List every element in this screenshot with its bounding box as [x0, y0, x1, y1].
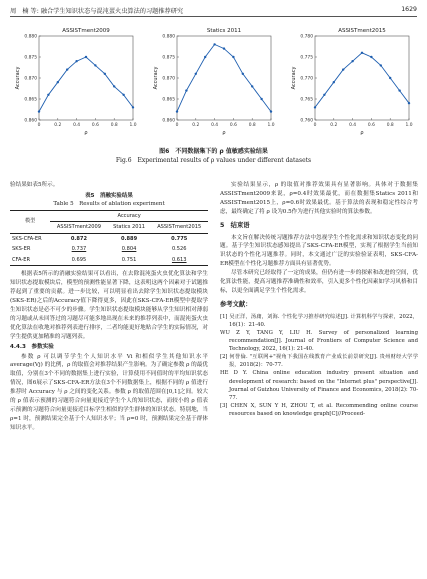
y-tick-label: 0.770 [300, 76, 313, 82]
x-tick-label: 0 [37, 123, 41, 128]
x-tick-label: 0.6 [91, 123, 99, 128]
y-tick-label: 0.880 [24, 34, 37, 40]
data-point [380, 64, 382, 66]
x-tick-label: 0.8 [386, 123, 394, 128]
data-point [122, 94, 124, 96]
y-tick-label: 0.880 [162, 34, 175, 40]
table-cell: 0.526 [171, 246, 187, 253]
data-point [361, 52, 363, 54]
chart-title: ASSISTment2015 [338, 28, 386, 34]
header-title: 周 楠 等: 融合学生知识状态与混沌蛋火虫算法的习题推荐研究 [10, 8, 184, 15]
table-cell: 0.804 [121, 246, 137, 253]
table-cell: 0.751 [121, 256, 137, 263]
conclusion-paragraph-1: 本文旨在解决传统习题推荐方法中忽视学生个性化需求和知识状态变化的问题。基于学生知识状态感知提出了SKS-CFA-ER模型，实现了根据学生当前知识状态的个性化习题推荐。同时，本文通过广泛的实验验证表明，SKS-CFA-ER模型在个性化习题推荐方面具有显著优势。 [220, 234, 418, 268]
y-tick-label: 0.870 [162, 76, 175, 82]
table-cell: 0.737 [71, 246, 87, 253]
data-point [251, 85, 253, 87]
data-point [323, 94, 325, 96]
series-line [177, 44, 271, 111]
y-axis-label: Accuracy [153, 66, 159, 90]
data-point [94, 64, 96, 66]
reference-item: [1] 吴正洋，汤庸，刘海. 个性化学习推荐研究综述[J]. 计算机科学与探索，2022，16(1)：21-40. [220, 313, 418, 328]
data-point [370, 56, 372, 58]
x-tick-label: 0.8 [110, 123, 118, 128]
table-caption-zh: 表5 消融实验结果 [85, 192, 133, 199]
data-point [333, 81, 335, 83]
running-header [10, 6, 417, 16]
reference-item: HE D Y. China online education industry present situation and development of research: based on the "Internet plus" perspective[J]. Journal of Guizhou University of Finance and Economics, 2018(2): 70-77. [220, 370, 418, 401]
data-point [408, 102, 410, 104]
data-point [66, 68, 68, 70]
table-cell-model: SKS-CFA-ER [12, 235, 42, 242]
y-tick-label: 0.860 [24, 118, 37, 124]
x-tick-label: 0 [175, 123, 179, 128]
data-point [314, 106, 316, 108]
x-tick-label: 0.2 [192, 123, 200, 128]
table-header-model: 模型 [10, 210, 50, 233]
figure-caption-zh: 图6 不同数据集下的 ρ 值敏感实验结果 [159, 148, 268, 155]
figure-caption-en: Fig.6 Experimental results of ρ values under different datasets [115, 157, 312, 164]
y-tick-label: 0.760 [300, 118, 313, 124]
data-point [213, 43, 215, 45]
y-tick-label: 0.765 [300, 97, 313, 103]
section-heading: 5 结束语 [220, 221, 250, 229]
data-point [75, 60, 77, 62]
data-point [185, 89, 187, 91]
table-cell: 0.872 [70, 235, 87, 242]
x-tick-label: 0.4 [211, 123, 219, 128]
data-point [260, 98, 262, 100]
x-axis-label: ρ [360, 130, 364, 136]
data-point [176, 110, 178, 112]
x-tick-label: 1.0 [405, 123, 413, 128]
table-cell: 0.613 [171, 256, 187, 263]
data-point [204, 56, 206, 58]
page-number: 1629 [401, 6, 417, 13]
parameter-paragraph: 参数 ρ 可以调节学生个人知识水平 Vi 和相似学生其他知识水平 average(Vj) 的比例，ρ 的取值会对推荐结果产生影响。为了确定参数 ρ 的最优取值，分别在3个不同的数据集上进行实验，计算使用不同值时的平均知识状态情况，图6展示了SKS-CFA-ER方法在3个不同数据集上，根据不同的 ρ 值进行推荐时 Accuracy 与 ρ 之间的变化关系。参数 ρ 的取值范围在[0,1]之间。较大的 ρ 值表示预测的习题符合向量更接近学生个人的知识状态，而较小的 ρ 值表示预测的习题符合向量更接近目标学生相似的学生群体的知识状态。特别地，当 ρ=1 时，预测结果完全基于个人知识水平；当 ρ=0 时，预测结果完全基于群体知识水平。 [10, 353, 208, 431]
y-tick-label: 0.865 [162, 97, 175, 103]
chart-title: ASSISTment2009 [62, 28, 110, 34]
ablation-table [10, 210, 208, 267]
chart-panel-3 [289, 22, 414, 142]
y-tick-label: 0.875 [162, 55, 175, 61]
data-point [270, 110, 272, 112]
right-column [220, 181, 418, 418]
reference-item: WU Z Y, TANG Y, LIU H. Survey of personalized learning recommendation[J]. Journal of Frontiers of Computer Science and Technology, 2022, 16(1): 21-40. [220, 329, 418, 353]
references-heading: 参考文献： [220, 300, 252, 308]
subsection-heading: 4.4.3 参数实验 [10, 343, 54, 350]
data-point [342, 68, 344, 70]
y-tick-label: 0.865 [24, 97, 37, 103]
x-tick-label: 0.2 [54, 123, 62, 128]
table-cell-model: CFA-ER [12, 256, 30, 263]
ablation-analysis-paragraph: 根据表5所示的消融实验结果可以看出，在去除混沌蛋火虫优化算法和学生知识状态提取模块后，模型的预测性能显著下降，这表明这两个因素对于试题推荐起到了重要的贡献。进一步比较，可以明显看出去除学生知识状态提取模块(SKS-ER)之后的Accuracy值下降得更多，因此在SKS-CFA-ER模型中提取学生知识状态是必不可少的步骤。学生知识状态提取模块能够从学生知识相对薄弱的习题或从未回答过的习题尽可能多地出现在未来的推荐列表中，而混沌蛋火虫优化算法在收地对推荐列表进行排序，二者均能更好地贴合学生的实际情况，对学生提供更加精准的习题列表。 [10, 271, 208, 340]
series-line [315, 53, 409, 108]
x-tick-label: 0.6 [229, 123, 237, 128]
data-point [242, 73, 244, 75]
table-caption-en: Table 5 Results of ablation experiment [53, 200, 165, 207]
y-tick-label: 0.860 [162, 118, 175, 124]
data-point [132, 106, 134, 108]
y-tick-label: 0.775 [300, 55, 313, 61]
y-tick-label: 0.780 [300, 34, 313, 40]
y-tick-label: 0.875 [24, 55, 37, 61]
data-point [351, 60, 353, 62]
table-col-header: ASSISTment2009 [50, 222, 107, 234]
table-col-header: Statics 2011 [108, 222, 151, 234]
intro-text: 验结果如表5所示。 [10, 182, 59, 188]
x-tick-label: 0 [313, 123, 317, 128]
x-tick-label: 1.0 [129, 123, 137, 128]
x-tick-label: 1.0 [267, 123, 275, 128]
data-point [232, 56, 234, 58]
plot-frame [39, 36, 133, 120]
x-tick-label: 0.6 [367, 123, 375, 128]
data-point [398, 89, 400, 91]
conclusion-paragraph-2: 尽管本研究已经取得了一定的成果，但仍有进一步的探索和改进的空间，优化算法性能，提高习题推荐准确性和效率，引入更多个性化因素如学习风格和目标，以更全面满足学生个性化需求。 [220, 270, 418, 294]
chart-panel-2 [151, 22, 276, 142]
x-tick-label: 0.4 [73, 123, 81, 128]
plot-frame [315, 36, 409, 120]
table-row [10, 233, 208, 244]
table-cell-model: SKS-ER [12, 246, 31, 253]
x-tick-label: 0.2 [330, 123, 338, 128]
x-tick-label: 0.4 [349, 123, 357, 128]
data-point [195, 73, 197, 75]
y-axis-label: Accuracy [291, 66, 297, 90]
data-point [57, 81, 59, 83]
table-row [10, 244, 208, 255]
left-column [10, 181, 208, 433]
series-line [39, 57, 133, 112]
chart-title: Statics 2011 [206, 28, 242, 34]
figure-caption [0, 147, 427, 165]
table-col-header: ASSISTment2015 [150, 222, 208, 234]
table-cell: 0.775 [171, 235, 188, 242]
data-point [104, 73, 106, 75]
header-rule [10, 16, 417, 17]
data-point [223, 47, 225, 49]
data-point [389, 77, 391, 79]
x-tick-label: 0.8 [248, 123, 256, 128]
y-tick-label: 0.870 [24, 76, 37, 82]
table-caption [10, 192, 208, 208]
data-point [38, 110, 40, 112]
chart-panel-1 [13, 22, 138, 142]
x-axis-label: ρ [222, 130, 226, 136]
data-point [85, 56, 87, 58]
table-cell: 0.695 [71, 256, 87, 263]
table-cell: 0.889 [121, 235, 138, 242]
results-paragraph: 实验结果显示，ρ 的取值对推荐效果具有显著影响。具体对于数据集ASSISTment2009来说，ρ=0.4时效果最优，而在数据集Statics 2011和ASSISTment2015上，ρ=0.6时效果最优。基于算法的表现和稳定性综合考虑，最终确定了将 ρ 设为0.5作为进行其他实验时的算法参数。 [220, 182, 418, 215]
table-row [10, 255, 208, 266]
data-point [47, 94, 49, 96]
reference-item: [2] 何誉倫. "互联网+"视角下我国在线教育产业成长前景研究[J]. 贵州财经大学学报，2018(2)：70-77. [220, 354, 418, 369]
table-header-group: Accuracy [50, 210, 208, 222]
y-axis-label: Accuracy [15, 66, 21, 90]
reference-item: [3] CHEN X, SUN Y H, ZHOU T, et al. Recommending online course resources based on knowledge graph[C]//Proceed- [220, 402, 418, 417]
x-axis-label: ρ [84, 130, 88, 136]
data-point [113, 85, 115, 87]
